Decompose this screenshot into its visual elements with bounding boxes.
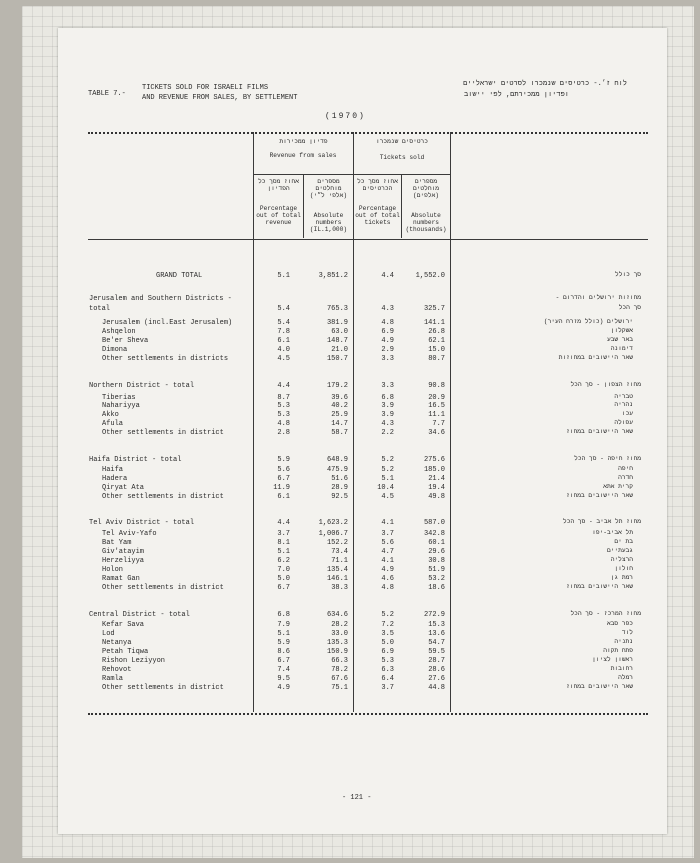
abs-tickets-cell: 587.0 (423, 519, 445, 527)
abs-revenue-cell: 63.0 (331, 328, 348, 336)
abs-revenue-heading: Absolute numbers (IL.1,000) (309, 212, 348, 233)
column-divider-3 (450, 132, 451, 712)
row-label: Bat Yam (102, 539, 132, 547)
abs-revenue-cell: 148.7 (326, 337, 348, 345)
pct-tickets-cell: 2.2 (381, 429, 394, 437)
abs-revenue-cell: 648.9 (326, 456, 348, 464)
pct-revenue-cell: 4.0 (277, 346, 290, 354)
pct-revenue-cell: 2.8 (277, 429, 290, 437)
row-label-hebrew: שאר היישובים במחוז (566, 583, 633, 590)
abs-revenue-cell: 634.6 (326, 611, 348, 619)
row-label-hebrew: נתניה (614, 638, 633, 645)
tickets-heading-hebrew: כרטיסים שנמכרו (376, 138, 428, 145)
abs-revenue-cell: 135.4 (326, 566, 348, 574)
row-label: Ramla (102, 675, 124, 683)
abs-revenue-cell: 28.2 (331, 621, 348, 629)
abs-revenue-cell: 67.6 (331, 675, 348, 683)
pct-tickets-cell: 5.2 (381, 456, 394, 464)
abs-tickets-heading-hebrew: מספרים מוחלטים (אלפים) (413, 178, 439, 199)
row-label: Northern District - total (89, 382, 195, 390)
row-label: Ramat Gan (102, 575, 140, 583)
pct-revenue-cell: 3.7 (277, 530, 290, 538)
abs-revenue-cell: 1,623.2 (318, 519, 348, 527)
pct-revenue-cell: 8.1 (277, 539, 290, 547)
abs-revenue-cell: 21.0 (331, 346, 348, 354)
pct-tickets-cell: 3.9 (381, 402, 394, 410)
row-label-hebrew: לוד (621, 629, 633, 636)
pct-tickets-cell: 6.8 (381, 394, 394, 402)
revenue-heading-hebrew: פדיון ממכירות (279, 138, 328, 145)
row-label: Lod (102, 630, 115, 638)
row-label-hebrew: רמלה (618, 674, 633, 681)
pct-revenue-cell: 5.4 (277, 305, 290, 313)
row-label-hebrew: אשקלון (610, 327, 633, 334)
row-label-hebrew: גבעתיים (607, 547, 633, 554)
row-label-hebrew: חולון (614, 565, 633, 572)
row-label-hebrew: מחוז הצפון - סך הכל (570, 381, 641, 388)
row-label: Rishon Leziyyon (102, 657, 166, 665)
row-label-hebrew: הרצליה (610, 556, 633, 563)
row-label: Afula (102, 420, 124, 428)
abs-revenue-cell: 58.7 (331, 429, 348, 437)
row-label-hebrew: בת ים (614, 538, 633, 545)
pct-tickets-cell: 4.1 (381, 557, 394, 565)
pct-revenue-cell: 5.3 (277, 411, 290, 419)
page-number: - 121 - (342, 794, 372, 802)
row-label: Haifa District - total (89, 456, 182, 464)
pct-revenue-cell: 7.9 (277, 621, 290, 629)
row-label: Be'er Sheva (102, 337, 149, 345)
pct-revenue-cell: 5.3 (277, 402, 290, 410)
abs-revenue-cell: 475.9 (326, 466, 348, 474)
row-label-hebrew: פתח תקוה (603, 647, 633, 654)
row-label: Tel Aviv District - total (89, 519, 195, 527)
abs-revenue-cell: 152.2 (326, 539, 348, 547)
pct-revenue-cell: 6.1 (277, 337, 290, 345)
pct-tickets-cell: 3.5 (381, 630, 394, 638)
title-line-1: TICKETS SOLD FOR ISRAELI FILMS (142, 84, 269, 92)
hebrew-title-line-2: ופדיון ממכירתם, לפי יישוב (463, 91, 569, 99)
row-label-hebrew: מחוז תל אביב - סך הכל (563, 518, 641, 525)
pct-tickets-cell: 4.6 (381, 575, 394, 583)
pct-revenue-cell: 6.7 (277, 657, 290, 665)
abs-tickets-cell: 28.6 (428, 666, 445, 674)
abs-revenue-cell: 39.6 (331, 394, 348, 402)
pct-revenue-cell: 9.5 (277, 675, 290, 683)
row-label: Jerusalem and Southern Districts - (89, 295, 232, 303)
row-label: Holon (102, 566, 124, 574)
abs-revenue-cell: 3,851.2 (318, 272, 348, 280)
abs-tickets-cell: 141.1 (423, 319, 445, 327)
pct-revenue-cell: 7.4 (277, 666, 290, 674)
pct-revenue-cell: 11.9 (273, 484, 290, 492)
abs-tickets-cell: 51.9 (428, 566, 445, 574)
abs-revenue-cell: 14.7 (331, 420, 348, 428)
pct-revenue-heading-hebrew: אחוז מסך כל הפדיון (258, 178, 299, 192)
row-label-hebrew: דימונה (610, 345, 633, 352)
pct-revenue-cell: 6.8 (277, 611, 290, 619)
pct-tickets-cell: 5.2 (381, 611, 394, 619)
pct-revenue-heading: Percentage out of total revenue (256, 205, 301, 226)
pct-revenue-cell: 5.1 (277, 630, 290, 638)
row-label-hebrew: טבריה (614, 393, 633, 400)
row-label: GRAND TOTAL (156, 272, 203, 280)
pct-tickets-cell: 4.9 (381, 337, 394, 345)
abs-tickets-cell: 90.8 (428, 382, 445, 390)
abs-tickets-cell: 49.8 (428, 493, 445, 501)
abs-tickets-cell: 26.8 (428, 328, 445, 336)
pct-revenue-cell: 5.4 (277, 319, 290, 327)
abs-tickets-cell: 44.8 (428, 684, 445, 692)
row-label: Other settlements in district (102, 684, 224, 692)
abs-tickets-cell: 59.5 (428, 648, 445, 656)
pct-revenue-cell: 6.7 (277, 475, 290, 483)
header-bottom-rule (88, 239, 648, 240)
pct-revenue-cell: 4.8 (277, 420, 290, 428)
row-label-hebrew: קרית אתא (603, 483, 633, 490)
pct-tickets-cell: 7.2 (381, 621, 394, 629)
abs-revenue-cell: 38.3 (331, 584, 348, 592)
pct-revenue-cell: 8.7 (277, 394, 290, 402)
abs-tickets-cell: 54.7 (428, 639, 445, 647)
pct-tickets-cell: 4.3 (381, 305, 394, 313)
row-label-hebrew: באר שבע (607, 336, 633, 343)
title-line-2: AND REVENUE FROM SALES, BY SETTLEMENT (142, 94, 298, 102)
abs-revenue-cell: 71.1 (331, 557, 348, 565)
row-label-hebrew: ירושלים (כולל מזרח העיר) (543, 318, 633, 325)
row-label-hebrew: רחובות (610, 665, 633, 672)
abs-tickets-cell: 28.7 (428, 657, 445, 665)
pct-revenue-cell: 4.4 (277, 519, 290, 527)
pct-revenue-cell: 5.1 (277, 272, 290, 280)
pct-revenue-cell: 6.2 (277, 557, 290, 565)
abs-revenue-cell: 25.9 (331, 411, 348, 419)
abs-tickets-cell: 13.6 (428, 630, 445, 638)
abs-tickets-cell: 185.0 (423, 466, 445, 474)
pct-tickets-cell: 5.1 (381, 475, 394, 483)
abs-tickets-cell: 30.8 (428, 557, 445, 565)
row-label: Akko (102, 411, 119, 419)
row-label-hebrew: מחוזות ירושלים והדרום - (555, 294, 641, 301)
hebrew-title-line-1: לוח ז׳.- כרטיסים שנמכרו לסרטים ישראליים (463, 80, 627, 88)
row-label: Qiryat Ata (102, 484, 145, 492)
row-label-hebrew: עכו (621, 410, 633, 417)
abs-tickets-heading: Absolute numbers (thousands) (405, 212, 447, 233)
abs-revenue-cell: 150.9 (326, 648, 348, 656)
pct-tickets-cell: 4.3 (381, 420, 394, 428)
abs-revenue-cell: 66.3 (331, 657, 348, 665)
abs-tickets-cell: 15.3 (428, 621, 445, 629)
row-label: Haifa (102, 466, 124, 474)
pct-tickets-cell: 4.1 (381, 519, 394, 527)
row-label-hebrew: סך כולל (615, 271, 641, 278)
pct-tickets-heading-hebrew: אחוז מסך כל הכרטיסים (357, 178, 398, 192)
row-label: Giv'atayim (102, 548, 145, 556)
abs-revenue-cell: 146.1 (326, 575, 348, 583)
abs-revenue-cell: 73.4 (331, 548, 348, 556)
pct-tickets-cell: 4.9 (381, 566, 394, 574)
abs-tickets-cell: 1,552.0 (415, 272, 445, 280)
row-label: Herzeliyya (102, 557, 145, 565)
pct-revenue-cell: 4.9 (277, 684, 290, 692)
pct-tickets-cell: 4.5 (381, 493, 394, 501)
row-label-hebrew: רמת גן (610, 574, 633, 581)
abs-revenue-cell: 765.3 (326, 305, 348, 313)
pct-tickets-cell: 3.3 (381, 382, 394, 390)
pct-revenue-cell: 8.6 (277, 648, 290, 656)
abs-tickets-cell: 62.1 (428, 337, 445, 345)
pct-revenue-cell: 6.1 (277, 493, 290, 501)
pct-tickets-heading: Percentage out of total tickets (355, 205, 400, 226)
pct-tickets-cell: 5.2 (381, 466, 394, 474)
subcolumn-divider-revenue (303, 174, 304, 238)
row-label-hebrew: עפולה (614, 419, 633, 426)
row-label: Nahariyya (102, 402, 140, 410)
abs-revenue-heading-hebrew: מספרים מוחלטים (אלפי ל״י) (309, 178, 348, 199)
revenue-heading: Revenue from sales (269, 152, 337, 159)
pct-tickets-cell: 10.4 (377, 484, 394, 492)
abs-tickets-cell: 16.5 (428, 402, 445, 410)
abs-tickets-cell: 342.8 (423, 530, 445, 538)
pct-revenue-cell: 6.7 (277, 584, 290, 592)
row-label: Other settlements in district (102, 584, 224, 592)
pct-tickets-cell: 3.3 (381, 355, 394, 363)
row-label: Kefar Sava (102, 621, 145, 629)
abs-tickets-cell: 60.1 (428, 539, 445, 547)
abs-revenue-cell: 33.0 (331, 630, 348, 638)
bottom-dotted-rule (88, 713, 648, 715)
row-label-hebrew: ראשון לציון (592, 656, 633, 663)
row-label-hebrew: נהריה (614, 401, 633, 408)
abs-revenue-cell: 381.9 (326, 319, 348, 327)
row-label: Tiberias (102, 394, 136, 402)
pct-tickets-cell: 3.7 (381, 530, 394, 538)
row-label-hebrew: חיפה (618, 465, 633, 472)
pct-revenue-cell: 5.0 (277, 575, 290, 583)
abs-tickets-cell: 7.7 (432, 420, 445, 428)
document-page (58, 28, 667, 834)
pct-revenue-cell: 5.1 (277, 548, 290, 556)
abs-tickets-cell: 29.6 (428, 548, 445, 556)
row-label: Tel Aviv-Yafo (102, 530, 157, 538)
pct-tickets-cell: 5.3 (381, 657, 394, 665)
pct-tickets-cell: 4.4 (381, 272, 394, 280)
row-label: Hadera (102, 475, 128, 483)
row-label-hebrew: שאר היישובים במחוז (566, 428, 633, 435)
pct-tickets-cell: 4.7 (381, 548, 394, 556)
pct-revenue-cell: 7.0 (277, 566, 290, 574)
row-label: Central District - total (89, 611, 190, 619)
tickets-heading: Tickets sold (379, 154, 425, 161)
row-label: Netanya (102, 639, 132, 647)
abs-revenue-cell: 78.2 (331, 666, 348, 674)
row-label-hebrew: סך הכל (618, 304, 641, 311)
pct-revenue-cell: 5.6 (277, 466, 290, 474)
row-label-hebrew: חדרה (618, 474, 633, 481)
abs-revenue-cell: 75.1 (331, 684, 348, 692)
row-label: Other settlements in district (102, 429, 224, 437)
pct-revenue-cell: 7.8 (277, 328, 290, 336)
abs-revenue-cell: 150.7 (326, 355, 348, 363)
pct-tickets-cell: 5.6 (381, 539, 394, 547)
abs-tickets-cell: 18.6 (428, 584, 445, 592)
subcolumn-divider-tickets (401, 174, 402, 238)
abs-tickets-cell: 272.9 (423, 611, 445, 619)
row-label-hebrew: שאר היישובים במחוז (566, 492, 633, 499)
pct-tickets-cell: 4.8 (381, 319, 394, 327)
abs-tickets-cell: 53.2 (428, 575, 445, 583)
pct-tickets-cell: 6.9 (381, 328, 394, 336)
row-label-hebrew: כפר סבא (607, 620, 633, 627)
table-year: (1970) (325, 112, 366, 121)
pct-tickets-cell: 4.8 (381, 584, 394, 592)
header-mid-rule (253, 174, 451, 175)
row-label: Ashqelon (102, 328, 136, 336)
row-label-hebrew: מחוז המרכז - סך הכל (570, 610, 641, 617)
pct-revenue-cell: 4.5 (277, 355, 290, 363)
row-label: Other settlements in districts (102, 355, 229, 363)
abs-tickets-cell: 21.4 (428, 475, 445, 483)
abs-revenue-cell: 135.3 (326, 639, 348, 647)
abs-revenue-cell: 179.2 (326, 382, 348, 390)
pct-tickets-cell: 6.9 (381, 648, 394, 656)
abs-revenue-cell: 28.9 (331, 484, 348, 492)
row-label-hebrew: תל אביב-יפו (592, 529, 633, 536)
pct-revenue-cell: 5.9 (277, 456, 290, 464)
abs-tickets-cell: 325.7 (423, 305, 445, 313)
row-label-hebrew: שאר היישובים במחוזות (558, 354, 633, 361)
pct-tickets-cell: 3.9 (381, 411, 394, 419)
abs-tickets-cell: 15.0 (428, 346, 445, 354)
pct-revenue-cell: 4.4 (277, 382, 290, 390)
row-label: Dimona (102, 346, 128, 354)
abs-tickets-cell: 11.1 (428, 411, 445, 419)
pct-tickets-cell: 6.3 (381, 666, 394, 674)
abs-tickets-cell: 27.6 (428, 675, 445, 683)
abs-revenue-cell: 1,006.7 (318, 530, 348, 538)
row-label-hebrew: מחוז חיפה - סך הכל (574, 455, 641, 462)
row-label: total (89, 305, 111, 313)
abs-revenue-cell: 40.2 (331, 402, 348, 410)
abs-tickets-cell: 34.6 (428, 429, 445, 437)
pct-tickets-cell: 5.0 (381, 639, 394, 647)
pct-revenue-cell: 5.9 (277, 639, 290, 647)
top-dotted-rule (88, 132, 648, 134)
row-label: Petah Tiqwa (102, 648, 149, 656)
row-label: Rehovot (102, 666, 132, 674)
abs-revenue-cell: 92.5 (331, 493, 348, 501)
abs-tickets-cell: 275.6 (423, 456, 445, 464)
pct-tickets-cell: 6.4 (381, 675, 394, 683)
abs-tickets-cell: 19.4 (428, 484, 445, 492)
row-label-hebrew: שאר היישובים במחוז (566, 683, 633, 690)
row-label: Jerusalem (incl.East Jerusalem) (102, 319, 233, 327)
pct-tickets-cell: 3.7 (381, 684, 394, 692)
table-label: TABLE 7.- (88, 90, 126, 98)
abs-revenue-cell: 51.6 (331, 475, 348, 483)
pct-tickets-cell: 2.9 (381, 346, 394, 354)
row-label: Other settlements in district (102, 493, 224, 501)
abs-tickets-cell: 80.7 (428, 355, 445, 363)
abs-tickets-cell: 20.9 (428, 394, 445, 402)
